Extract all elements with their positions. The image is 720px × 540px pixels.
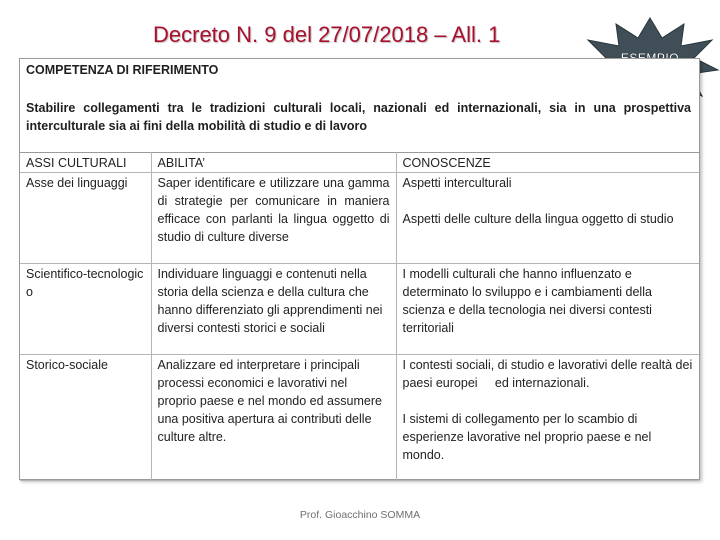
table-row [20,355,699,481]
slide-title: Decreto N. 9 del 27/07/2018 – All. 1 [153,22,501,47]
document-table-frame [19,58,700,480]
conoscenze-item: Aspetti delle culture della lingua oggetto di studio [402,212,674,226]
asse-cell: Scientifico-tecnologico [20,264,151,355]
conoscenze-cell [396,173,699,264]
asse-cell: Asse dei linguaggi [20,173,151,264]
table-header-row [20,153,699,173]
conoscenze-item: I modelli culturali che hanno influenzato e determinato lo sviluppo e i cambiamenti della scienza e della tecnologia nei diversi contesti territoriali [402,267,652,335]
asse-cell: Storico-sociale [20,355,151,481]
abilita-cell: Analizzare ed interpretare i principali processi economici e lavorativi nel proprio paese e nel mondo ed assumere una positiva apertura ai contributi delle culture altre. [151,355,396,481]
footer-author: Prof. Gioacchino SOMMA [299,509,421,521]
header-assi: ASSI CULTURALI [20,153,151,173]
conoscenze-item: Aspetti interculturali [402,176,512,190]
conoscenze-cell [396,355,699,481]
table-row [20,264,699,355]
competenza-heading: COMPETENZA DI RIFERIMENTO [26,63,219,77]
abilita-cell: Saper identificare e utilizzare una gamma di strategie per comunicare in maniera efficace con parlanti la lingua oggetto di studio di culture diverse [151,173,396,264]
conoscenze-item: I contesti sociali, di studio e lavorativi delle realtà dei paesi europei ed internazionali. [402,358,696,390]
table-row [20,173,699,264]
header-abilita: ABILITA’ [151,153,396,173]
conoscenze-cell [396,264,699,355]
header-conoscenze: CONOSCENZE [396,153,699,173]
conoscenze-item: I sistemi di collegamento per lo scambio di esperienze lavorative nel proprio paese e nel mondo. [402,412,652,462]
competenza-text: Stabilire collegamenti tra le tradizioni culturali locali, nazionali ed internazionali, sia in una prospettiva interculturale sia ai fini della mobilità di studio e di lavoro [26,101,691,133]
abilita-cell: Individuare linguaggi e contenuti nella storia della scienza e della cultura che hanno differenziato gli apprendimenti nei diversi contesti storici e sociali [151,264,396,355]
competence-table [20,152,699,481]
